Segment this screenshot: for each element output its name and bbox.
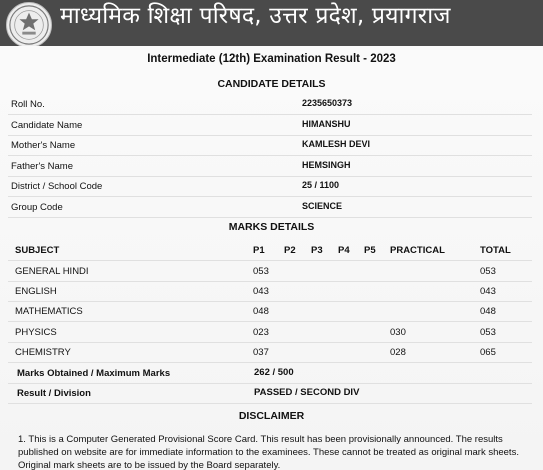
p1-marks: 043 (253, 286, 269, 297)
candidate-details-title: CANDIDATE DETAILS (217, 78, 326, 90)
p5-column-header: P5 (364, 245, 376, 256)
roll-number-value: 2235650373 (302, 98, 353, 108)
school-code-row (8, 176, 532, 197)
subject-name: PHYSICS (15, 327, 57, 338)
marks-obtained-label: Marks Obtained / Maximum Marks (17, 368, 171, 379)
table-row (8, 261, 532, 282)
table-row (8, 322, 532, 343)
p4-column-header: P4 (338, 245, 350, 256)
disclaimer-text: 1. This is a Computer Generated Provisional Score Card. This result has been provisionally announced. The results published on website are for immediate information to the examinees. These cannot be treated as original mark sheets. Original mark sheets are to be issued by the Board separately. (18, 434, 519, 470)
board-name: माध्यमिक शिक्षा परिषद, उत्तर प्रदेश, प्रयागराज (60, 3, 451, 29)
roll-number-row (8, 94, 532, 115)
marks-details-title: MARKS DETAILS (228, 221, 315, 233)
father-name-label: Father's Name (11, 161, 74, 172)
total-column-header: TOTAL (480, 245, 511, 256)
total-marks: 053 (480, 266, 496, 277)
marks-table-header (8, 240, 532, 261)
table-row (8, 281, 532, 302)
school-code-label: District / School Code (11, 181, 103, 192)
group-code-row (8, 197, 532, 218)
total-marks: 048 (480, 306, 496, 317)
result-division-value: PASSED / SECOND DIV (254, 387, 360, 398)
father-name-value: HEMSINGH (302, 160, 351, 170)
board-emblem-icon (6, 2, 52, 46)
result-division-row (8, 383, 532, 404)
total-marks: 043 (480, 286, 496, 297)
mother-name-row (8, 135, 532, 156)
p1-marks: 023 (253, 327, 269, 338)
mother-name-label: Mother's Name (11, 140, 76, 151)
subject-name: CHEMISTRY (15, 347, 71, 358)
marks-obtained-value: 262 / 500 (254, 367, 294, 378)
p1-marks: 048 (253, 306, 269, 317)
total-marks: 053 (480, 327, 496, 338)
subject-name: GENERAL HINDI (15, 266, 89, 277)
candidate-name-row (8, 115, 532, 136)
p2-column-header: P2 (284, 245, 296, 256)
candidate-name-value: HIMANSHU (302, 119, 351, 129)
table-row (8, 301, 532, 322)
group-code-value: SCIENCE (302, 201, 343, 211)
board-header (0, 0, 543, 46)
practical-marks: 030 (390, 327, 406, 338)
p3-column-header: P3 (311, 245, 323, 256)
p1-marks: 037 (253, 347, 269, 358)
practical-marks: 028 (390, 347, 406, 358)
marks-obtained-row (8, 363, 532, 384)
p1-marks: 053 (253, 266, 269, 277)
table-row (8, 342, 532, 363)
subject-name: ENGLISH (15, 286, 57, 297)
roll-number-label: Roll No. (11, 99, 45, 110)
subject-name: MATHEMATICS (15, 306, 83, 317)
subject-column-header: SUBJECT (15, 245, 60, 256)
candidate-name-label: Candidate Name (11, 120, 83, 131)
father-name-row (8, 156, 532, 177)
result-division-label: Result / Division (17, 388, 91, 399)
school-code-value: 25 / 1100 (302, 180, 340, 190)
total-marks: 065 (480, 347, 496, 358)
result-title: Intermediate (12th) Examination Result - 2023 (147, 53, 396, 65)
p1-column-header: P1 (253, 245, 265, 256)
practical-column-header: PRACTICAL (390, 245, 445, 256)
disclaimer-title: DISCLAIMER (238, 410, 305, 422)
mother-name-value: KAMLESH DEVI (302, 139, 371, 149)
group-code-label: Group Code (11, 202, 63, 213)
